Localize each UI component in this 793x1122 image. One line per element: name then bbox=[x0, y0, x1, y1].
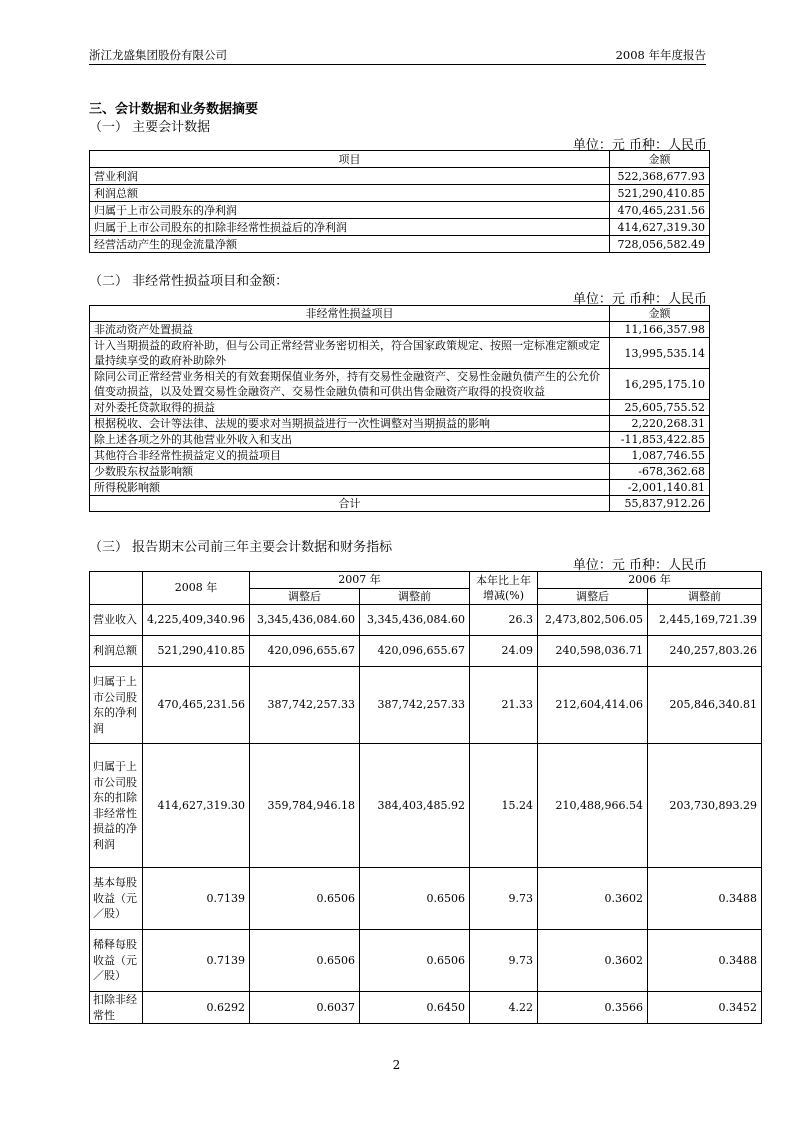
company-name: 浙江龙盛集团股份有限公司 bbox=[89, 48, 227, 62]
value-v2007b: 0.6506 bbox=[360, 930, 470, 992]
item-label: 除上述各项之外的其他营业外收入和支出 bbox=[90, 432, 610, 448]
item-label: 所得税影响额 bbox=[90, 480, 610, 496]
header-2007-adjusted-after: 调整后 bbox=[250, 588, 360, 605]
value-v2008: 470,465,231.56 bbox=[143, 667, 250, 744]
value-v2008: 521,290,410.85 bbox=[143, 636, 250, 667]
table-header-row bbox=[90, 151, 710, 168]
value-chg: 15.24 bbox=[470, 744, 538, 868]
part3-unit: 单位：元 币种：人民币 bbox=[572, 558, 707, 573]
item-amount: 1,087,746.55 bbox=[610, 448, 710, 464]
table-row bbox=[90, 930, 762, 992]
column-header: 金额 bbox=[610, 306, 710, 322]
value-v2007a: 359,784,946.18 bbox=[250, 744, 360, 868]
value-v2007a: 420,096,655.67 bbox=[250, 636, 360, 667]
item-amount: 414,627,319.30 bbox=[610, 219, 710, 236]
table-row bbox=[90, 992, 762, 1024]
row-label: 稀释每股收益（元／股） bbox=[90, 930, 143, 992]
value-v2006b: 0.3488 bbox=[648, 930, 762, 992]
table-row bbox=[90, 219, 710, 236]
value-v2007b: 384,403,485.92 bbox=[360, 744, 470, 868]
table-row bbox=[90, 605, 762, 636]
header-change: 本年比上年增减(%) bbox=[470, 572, 538, 605]
value-v2006a: 0.3602 bbox=[538, 930, 648, 992]
value-v2007b: 387,742,257.33 bbox=[360, 667, 470, 744]
total-row bbox=[90, 496, 710, 512]
part3-title: （三） 报告期末公司前三年主要会计数据和财务指标 bbox=[89, 540, 393, 555]
value-v2006a: 212,604,414.06 bbox=[538, 667, 648, 744]
item-label: 营业利润 bbox=[90, 168, 610, 185]
item-label: 除同公司正常经营业务相关的有效套期保值业务外，持有交易性金融资产、交易性金融负债产生的公允价值变动损益，以及处置交易性金融资产、交易性金融负债和可供出售金融资产取得的投资收益 bbox=[90, 369, 610, 400]
table-row bbox=[90, 322, 710, 338]
item-label: 其他符合非经常性损益定义的损益项目 bbox=[90, 448, 610, 464]
item-label: 非流动资产处置损益 bbox=[90, 322, 610, 338]
value-v2006a: 0.3566 bbox=[538, 992, 648, 1024]
header-2007: 2007 年 bbox=[250, 572, 470, 589]
value-v2006a: 240,598,036.71 bbox=[538, 636, 648, 667]
part2-unit: 单位：元 币种：人民币 bbox=[572, 292, 707, 307]
column-header: 金额 bbox=[610, 151, 710, 168]
header-2006: 2006 年 bbox=[538, 572, 762, 589]
section-title: 三、会计数据和业务数据摘要 bbox=[89, 102, 259, 117]
value-chg: 4.22 bbox=[470, 992, 538, 1024]
value-v2006a: 210,488,966.54 bbox=[538, 744, 648, 868]
header-2008: 2008 年 bbox=[143, 572, 250, 605]
table-row bbox=[90, 168, 710, 185]
value-chg: 26.3 bbox=[470, 605, 538, 636]
row-label: 利润总额 bbox=[90, 636, 143, 667]
header-2007-adjusted-before: 调整前 bbox=[360, 588, 470, 605]
item-amount: 16,295,175.10 bbox=[610, 369, 710, 400]
value-v2006b: 205,846,340.81 bbox=[648, 667, 762, 744]
table-row bbox=[90, 667, 762, 744]
table-row bbox=[90, 202, 710, 219]
item-amount: -678,362.68 bbox=[610, 464, 710, 480]
row-label: 归属于上市公司股东的净利润 bbox=[90, 667, 143, 744]
row-label: 归属于上市公司股东的扣除非经常性损益的净利润 bbox=[90, 744, 143, 868]
row-label: 扣除非经常性 bbox=[90, 992, 143, 1024]
table-row bbox=[90, 185, 710, 202]
row-label: 基本每股收益（元／股） bbox=[90, 868, 143, 930]
column-header: 非经常性损益项目 bbox=[90, 306, 610, 322]
item-amount: 2,220,268.31 bbox=[610, 416, 710, 432]
value-v2007a: 3,345,436,084.60 bbox=[250, 605, 360, 636]
table-row bbox=[90, 400, 710, 416]
total-label: 合计 bbox=[90, 496, 610, 512]
item-amount: -2,001,140.81 bbox=[610, 480, 710, 496]
part1-title: （一） 主要会计数据 bbox=[89, 120, 211, 135]
value-v2007b: 0.6506 bbox=[360, 868, 470, 930]
main-accounting-table bbox=[89, 150, 710, 253]
header-2006-adjusted-after: 调整后 bbox=[538, 588, 648, 605]
item-amount: 13,995,535.14 bbox=[610, 338, 710, 369]
table-row bbox=[90, 338, 710, 369]
value-v2007b: 3,345,436,084.60 bbox=[360, 605, 470, 636]
header-2006-adjusted-before: 调整前 bbox=[648, 588, 762, 605]
item-amount: 25,605,755.52 bbox=[610, 400, 710, 416]
item-label: 经营活动产生的现金流量净额 bbox=[90, 236, 610, 253]
item-label: 根据税收、会计等法律、法规的要求对当期损益进行一次性调整对当期损益的影响 bbox=[90, 416, 610, 432]
value-v2007a: 0.6506 bbox=[250, 868, 360, 930]
value-v2006a: 0.3602 bbox=[538, 868, 648, 930]
item-amount: 728,056,582.49 bbox=[610, 236, 710, 253]
value-v2008: 4,225,409,340.96 bbox=[143, 605, 250, 636]
total-amount: 55,837,912.26 bbox=[610, 496, 710, 512]
item-label: 利润总额 bbox=[90, 185, 610, 202]
item-amount: 521,290,410.85 bbox=[610, 185, 710, 202]
item-label: 归属于上市公司股东的净利润 bbox=[90, 202, 610, 219]
value-v2007b: 420,096,655.67 bbox=[360, 636, 470, 667]
item-amount: 522,368,677.93 bbox=[610, 168, 710, 185]
value-v2008: 414,627,319.30 bbox=[143, 744, 250, 868]
value-chg: 9.73 bbox=[470, 930, 538, 992]
table-row bbox=[90, 636, 762, 667]
table-row bbox=[90, 448, 710, 464]
value-v2006b: 2,445,169,721.39 bbox=[648, 605, 762, 636]
table-row bbox=[90, 480, 710, 496]
value-chg: 9.73 bbox=[470, 868, 538, 930]
value-v2007a: 387,742,257.33 bbox=[250, 667, 360, 744]
part2-title: （二） 非经常性损益项目和金额： bbox=[89, 274, 289, 289]
item-label: 归属于上市公司股东的扣除非经常性损益后的净利润 bbox=[90, 219, 610, 236]
value-v2006b: 0.3488 bbox=[648, 868, 762, 930]
table-header-row bbox=[90, 306, 710, 322]
table-row bbox=[90, 236, 710, 253]
table-row bbox=[90, 416, 710, 432]
table-row bbox=[90, 432, 710, 448]
empty-header-cell bbox=[90, 572, 143, 605]
value-v2008: 0.6292 bbox=[143, 992, 250, 1024]
value-v2007a: 0.6037 bbox=[250, 992, 360, 1024]
value-chg: 21.33 bbox=[470, 667, 538, 744]
table-row bbox=[90, 369, 710, 400]
column-header: 项目 bbox=[90, 151, 610, 168]
value-v2008: 0.7139 bbox=[143, 868, 250, 930]
value-v2006b: 240,257,803.26 bbox=[648, 636, 762, 667]
value-v2007b: 0.6450 bbox=[360, 992, 470, 1024]
item-label: 计入当期损益的政府补助，但与公司正常经营业务密切相关，符合国家政策规定、按照一定标准定额或定量持续享受的政府补助除外 bbox=[90, 338, 610, 369]
report-title: 2008 年年度报告 bbox=[615, 48, 706, 62]
item-amount: -11,853,422.85 bbox=[610, 432, 710, 448]
item-amount: 11,166,357.98 bbox=[610, 322, 710, 338]
value-chg: 24.09 bbox=[470, 636, 538, 667]
value-v2007a: 0.6506 bbox=[250, 930, 360, 992]
table-row bbox=[90, 868, 762, 930]
page-number: 2 bbox=[392, 1058, 401, 1072]
value-v2006b: 0.3452 bbox=[648, 992, 762, 1024]
table-header-row bbox=[90, 572, 762, 589]
part1-unit: 单位：元 币种：人民币 bbox=[572, 138, 707, 153]
non-recurring-table bbox=[89, 305, 710, 512]
value-v2006a: 2,473,802,506.05 bbox=[538, 605, 648, 636]
table-row bbox=[90, 464, 710, 480]
page-header bbox=[89, 47, 706, 65]
three-year-table bbox=[89, 571, 762, 1024]
item-label: 对外委托贷款取得的损益 bbox=[90, 400, 610, 416]
item-amount: 470,465,231.56 bbox=[610, 202, 710, 219]
table-row bbox=[90, 744, 762, 868]
value-v2008: 0.7139 bbox=[143, 930, 250, 992]
value-v2006b: 203,730,893.29 bbox=[648, 744, 762, 868]
item-label: 少数股东权益影响额 bbox=[90, 464, 610, 480]
row-label: 营业收入 bbox=[90, 605, 143, 636]
